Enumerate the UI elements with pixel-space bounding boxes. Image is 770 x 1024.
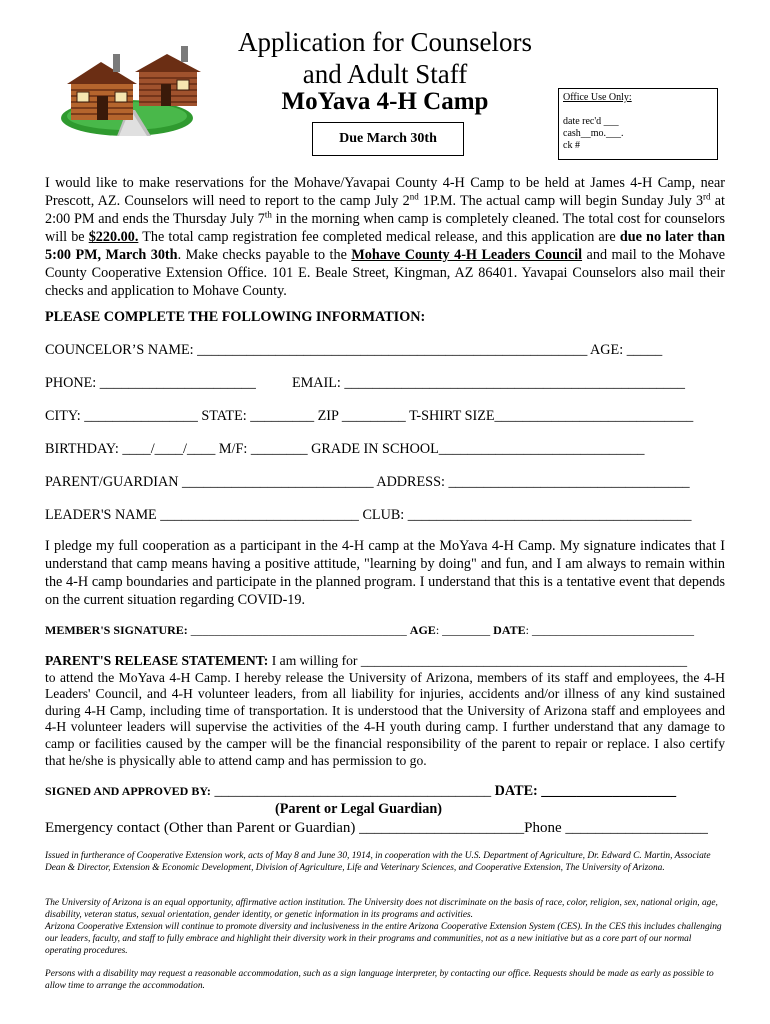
deadline: due no later than 5:00 PM, March 30th bbox=[45, 229, 725, 263]
payee: Mohave County 4-H Leaders Council bbox=[351, 247, 583, 263]
form-title-line2: and Adult Staff bbox=[302, 59, 468, 89]
counselor-name-age-field[interactable]: COUNCELOR’S NAME: _______________________________________________________ AGE: _____ bbox=[45, 342, 663, 358]
office-use-box bbox=[558, 88, 718, 160]
footer-issued: Issued in furtherance of Cooperative Extension work, acts of May 8 and June 30, 1914, in cooperation with the U.S. Department of Agriculture, Dr. Edward C. Martin, Associate Dean & Director, Extension & Economic Development, Division of Agriculture, Life and Veterinary Sciences, and Cooperative Extension, The University of Arizona. bbox=[45, 851, 711, 873]
leader-club-field[interactable]: LEADER'S NAME ____________________________ CLUB: ________________________________________ bbox=[45, 507, 692, 523]
guardian-signature-row[interactable]: SIGNED AND APPROVED BY: _______________________________________ DATE: ___________________ bbox=[45, 783, 677, 799]
parent-address-field[interactable]: PARENT/GUARDIAN ___________________________ ADDRESS: __________________________________ bbox=[45, 474, 690, 490]
member-signature-row[interactable]: MEMBER'S SIGNATURE: ____________________________________ AGE: ________ DATE: ___________________________ bbox=[45, 623, 694, 637]
emergency-contact-field[interactable]: Emergency contact (Other than Parent or Guardian) ______________________Phone ___________________ bbox=[45, 820, 708, 836]
office-check-number: ck # bbox=[563, 140, 580, 151]
camp-name: MoYava 4-H Camp bbox=[281, 88, 489, 115]
birthday-gender-grade-field[interactable]: BIRTHDAY: ____/____/____ M/F: ________ GRADE IN SCHOOL_____________________________ bbox=[45, 441, 645, 457]
footer-equal-opportunity: The University of Arizona is an equal opportunity, affirmative action institution. The University does not discriminate on the basis of race, color, religion, sex, national origin, age, disability, veteran status, sexual orientation, gender identity, or genetic information in its programs and activities. bbox=[45, 898, 718, 920]
guardian-caption: (Parent or Legal Guardian) bbox=[275, 801, 442, 817]
due-date-box: Due March 30th bbox=[312, 122, 464, 156]
intro-paragraph: I would like to make reservations for the Mohave/Yavapai County 4-H Camp to be held at James 4-H Camp, near Prescott, AZ. Counselors will need to report to the camp July 2nd 1P.M. The actual camp will begin Sunday July 3rd at 2:00 PM and ends the Thursday July 7th in the morning when camp is completely cleaned. The total cost for counselors will be $220.00. The total camp registration fee completed medical release, and this application are due no later than 5:00 PM, March 30th. Make checks payable to the Mohave County 4-H Leaders Council and mail to the Mohave County Cooperative Extension Office. 101 E. Beale Street, Kingman, AZ 86401. Yavapai Counselors also mail their checks and application to Mohave County. bbox=[45, 175, 726, 299]
footer-diversity: Arizona Cooperative Extension will continue to promote diversity and inclusiveness in the entire Arizona Cooperative Extension System (CES). In the CES this includes challenging our leaders, faculty, and staff to fully embrace and highlight their diversity work in their programs and communities, not as a new initiative but as a core part of our normal operating procedures. bbox=[45, 922, 722, 956]
city-state-zip-shirt-field[interactable]: CITY: ________________ STATE: _________ ZIP _________ T-SHIRT SIZE____________________________ bbox=[45, 408, 694, 424]
form-heading: PLEASE COMPLETE THE FOLLOWING INFORMATION: bbox=[45, 309, 426, 325]
camp-fee: $220.00. bbox=[88, 229, 139, 245]
email-field[interactable]: EMAIL: ________________________________________________ bbox=[292, 375, 685, 391]
office-date-received: date rec'd ___ bbox=[563, 116, 619, 127]
form-title-line1: Application for Counselors bbox=[238, 27, 532, 57]
phone-field[interactable]: PHONE: ______________________ bbox=[45, 375, 256, 391]
footer-accommodation: Persons with a disability may request a reasonable accommodation, such as a sign language interpreter, by contacting our office. Requests should be made as early as possible to allow time to arrange the accommodation. bbox=[45, 969, 714, 991]
release-statement: PARENT'S RELEASE STATEMENT: I am willing for ________________________________________________ to attend the MoYava 4-H Camp. I hereby release the University of Arizona, members of its staff and employees, the 4-H Leaders' Council, and 4-H volunteer leaders, from all liability for injuries, accidents and/or illness of any kind sustained during 4-H Camp, including time of transportation. It is understood that the University of Arizona staff and employees and 4-H volunteer leaders will supervise the activities of the 4-H youth during camp. I further understand that any damage to camp or facilities caused by the camper will be the financial responsibility of the parent to repair or replace. I also certify that he/she is physically able to attend camp and has permission to go. bbox=[45, 653, 725, 768]
office-use-heading: Office Use Only: bbox=[563, 92, 632, 103]
pledge-paragraph: I pledge my full cooperation as a participant in the 4-H camp at the MoYava 4-H Camp. My signature indicates that I understand that camp means having a positive attitude, "learning by doing" and fun, and I am always to remain within the 4-H camp boundaries and participate in the planned program. I understand that this is a tentative event that depends on the current situation regarding COVID-19. bbox=[45, 538, 725, 608]
office-cash-mo: cash__mo.___. bbox=[563, 128, 624, 139]
